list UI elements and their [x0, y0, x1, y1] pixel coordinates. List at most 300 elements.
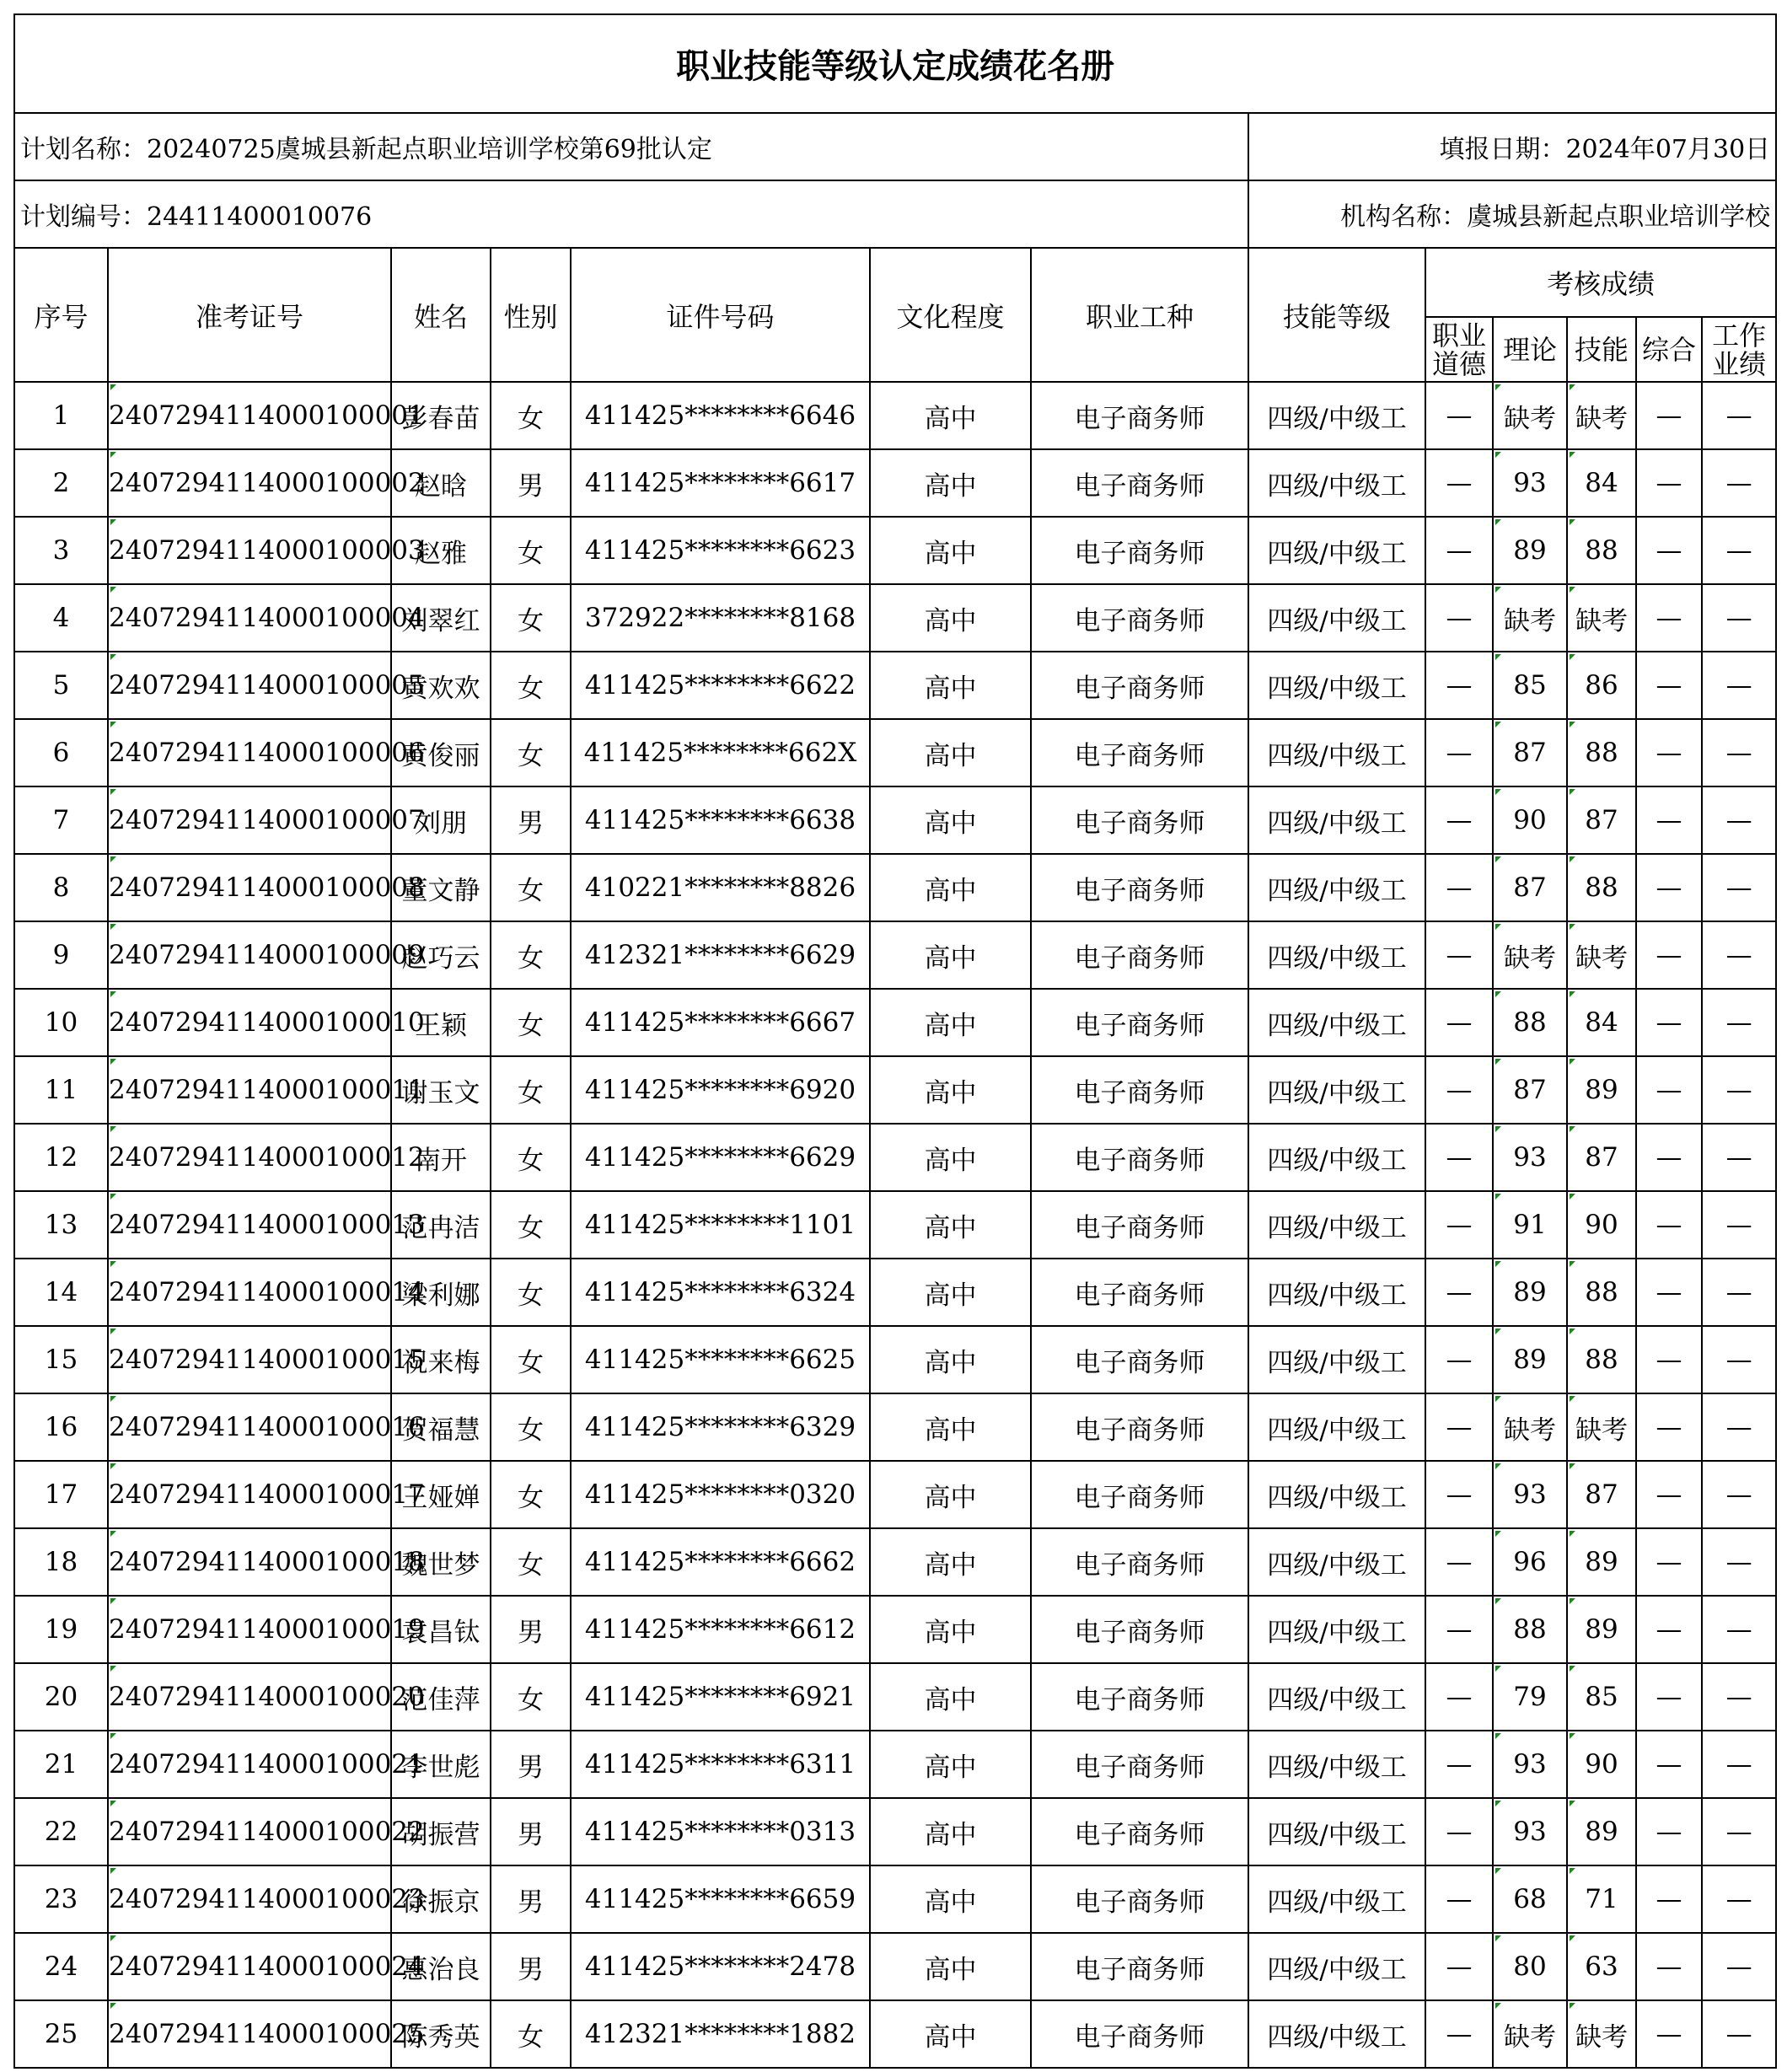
- org-name: 机构名称：虞城县新起点职业培训学校: [1248, 180, 1776, 248]
- table-row: [14, 1124, 1776, 1191]
- cell-seq: 5: [14, 652, 108, 719]
- cell-skill: 88: [1567, 719, 1636, 786]
- cell-skill: 89: [1567, 1596, 1636, 1663]
- header-job: 职业工种: [1031, 248, 1248, 382]
- table-row: [14, 1393, 1776, 1461]
- cell-work: —: [1702, 449, 1776, 517]
- cell-level: 四级/中级工: [1248, 1865, 1425, 1933]
- cell-work: —: [1702, 1933, 1776, 2000]
- cell-ticket: 2407294114000100021: [108, 1731, 391, 1798]
- cell-gender: 女: [491, 921, 571, 989]
- cell-edu: 高中: [870, 449, 1031, 517]
- table-row: [14, 449, 1776, 517]
- cell-theory: 89: [1493, 1326, 1567, 1393]
- table-row: [14, 1865, 1776, 1933]
- cell-ethics: —: [1425, 1663, 1493, 1731]
- cell-gender: 男: [491, 1596, 571, 1663]
- cell-overall: —: [1636, 517, 1702, 584]
- cell-gender: 女: [491, 1056, 571, 1124]
- cell-ethics: —: [1425, 382, 1493, 449]
- plan-name: 计划名称：20240725虞城县新起点职业培训学校第69批认定: [14, 113, 1248, 180]
- cell-skill: 缺考: [1567, 2000, 1636, 2068]
- cell-id: 411425********6625: [571, 1326, 870, 1393]
- cell-level: 四级/中级工: [1248, 382, 1425, 449]
- cell-work: —: [1702, 382, 1776, 449]
- cell-edu: 高中: [870, 1528, 1031, 1596]
- cell-id: 411425********0320: [571, 1461, 870, 1528]
- cell-level: 四级/中级工: [1248, 1056, 1425, 1124]
- cell-ethics: —: [1425, 1933, 1493, 2000]
- cell-job: 电子商务师: [1031, 1933, 1248, 2000]
- cell-overall: —: [1636, 1528, 1702, 1596]
- cell-skill: 87: [1567, 786, 1636, 854]
- cell-ticket: 2407294114000100002: [108, 449, 391, 517]
- cell-id: 411425********6629: [571, 1124, 870, 1191]
- cell-gender: 男: [491, 1731, 571, 1798]
- cell-work: —: [1702, 2000, 1776, 2068]
- cell-gender: 女: [491, 382, 571, 449]
- cell-ethics: —: [1425, 921, 1493, 989]
- cell-ticket: 2407294114000100013: [108, 1191, 391, 1259]
- cell-work: —: [1702, 719, 1776, 786]
- cell-work: —: [1702, 584, 1776, 652]
- cell-skill: 缺考: [1567, 1393, 1636, 1461]
- cell-work: —: [1702, 1461, 1776, 1528]
- cell-level: 四级/中级工: [1248, 1191, 1425, 1259]
- cell-skill: 85: [1567, 1663, 1636, 1731]
- cell-name: 梁利娜: [391, 1259, 491, 1326]
- cell-job: 电子商务师: [1031, 1663, 1248, 1731]
- cell-ethics: —: [1425, 584, 1493, 652]
- cell-id: 411425********6622: [571, 652, 870, 719]
- cell-edu: 高中: [870, 921, 1031, 989]
- cell-job: 电子商务师: [1031, 854, 1248, 921]
- cell-theory: 缺考: [1493, 382, 1567, 449]
- cell-id: 411425********6324: [571, 1259, 870, 1326]
- cell-name: 赵巧云: [391, 921, 491, 989]
- cell-name: 黄俊丽: [391, 719, 491, 786]
- cell-job: 电子商务师: [1031, 1326, 1248, 1393]
- cell-theory: 88: [1493, 1596, 1567, 1663]
- cell-seq: 18: [14, 1528, 108, 1596]
- cell-ticket: 2407294114000100020: [108, 1663, 391, 1731]
- cell-job: 电子商务师: [1031, 1798, 1248, 1865]
- cell-edu: 高中: [870, 1393, 1031, 1461]
- cell-gender: 女: [491, 2000, 571, 2068]
- cell-seq: 11: [14, 1056, 108, 1124]
- cell-work: —: [1702, 652, 1776, 719]
- cell-ticket: 2407294114000100016: [108, 1393, 391, 1461]
- cell-level: 四级/中级工: [1248, 1731, 1425, 1798]
- cell-job: 电子商务师: [1031, 786, 1248, 854]
- cell-ticket: 2407294114000100010: [108, 989, 391, 1056]
- cell-seq: 12: [14, 1124, 108, 1191]
- cell-level: 四级/中级工: [1248, 1393, 1425, 1461]
- header-ethics: 职业道德: [1425, 317, 1493, 382]
- cell-theory: 缺考: [1493, 921, 1567, 989]
- cell-theory: 91: [1493, 1191, 1567, 1259]
- cell-seq: 10: [14, 989, 108, 1056]
- header-edu: 文化程度: [870, 248, 1031, 382]
- table-row: [14, 517, 1776, 584]
- cell-theory: 93: [1493, 449, 1567, 517]
- cell-level: 四级/中级工: [1248, 921, 1425, 989]
- cell-id: 411425********6638: [571, 786, 870, 854]
- table-row: [14, 1663, 1776, 1731]
- cell-level: 四级/中级工: [1248, 1528, 1425, 1596]
- cell-job: 电子商务师: [1031, 719, 1248, 786]
- cell-ethics: —: [1425, 517, 1493, 584]
- header-skill: 技能: [1567, 317, 1636, 382]
- cell-skill: 88: [1567, 854, 1636, 921]
- table-row: [14, 921, 1776, 989]
- cell-id: 412321********1882: [571, 2000, 870, 2068]
- cell-overall: —: [1636, 1933, 1702, 2000]
- cell-seq: 13: [14, 1191, 108, 1259]
- cell-seq: 6: [14, 719, 108, 786]
- cell-ethics: —: [1425, 1056, 1493, 1124]
- table-row: [14, 1731, 1776, 1798]
- cell-gender: 女: [491, 584, 571, 652]
- cell-ethics: —: [1425, 1798, 1493, 1865]
- cell-theory: 68: [1493, 1865, 1567, 1933]
- cell-seq: 23: [14, 1865, 108, 1933]
- cell-overall: —: [1636, 1259, 1702, 1326]
- cell-ethics: —: [1425, 1596, 1493, 1663]
- cell-theory: 87: [1493, 719, 1567, 786]
- cell-ticket: 2407294114000100025: [108, 2000, 391, 2068]
- cell-overall: —: [1636, 1596, 1702, 1663]
- cell-work: —: [1702, 1596, 1776, 1663]
- cell-edu: 高中: [870, 1865, 1031, 1933]
- cell-id: 372922********8168: [571, 584, 870, 652]
- cell-gender: 男: [491, 1865, 571, 1933]
- cell-ticket: 2407294114000100007: [108, 786, 391, 854]
- cell-skill: 88: [1567, 1259, 1636, 1326]
- cell-overall: —: [1636, 1056, 1702, 1124]
- report-date: 填报日期：2024年07月30日: [1248, 113, 1776, 180]
- cell-name: 董文静: [391, 854, 491, 921]
- cell-ticket: 2407294114000100005: [108, 652, 391, 719]
- cell-theory: 93: [1493, 1798, 1567, 1865]
- cell-work: —: [1702, 1528, 1776, 1596]
- cell-name: 贺福慧: [391, 1393, 491, 1461]
- cell-ticket: 2407294114000100006: [108, 719, 391, 786]
- cell-edu: 高中: [870, 786, 1031, 854]
- cell-level: 四级/中级工: [1248, 854, 1425, 921]
- cell-level: 四级/中级工: [1248, 449, 1425, 517]
- cell-level: 四级/中级工: [1248, 719, 1425, 786]
- cell-skill: 缺考: [1567, 382, 1636, 449]
- cell-gender: 女: [491, 1259, 571, 1326]
- cell-ethics: —: [1425, 1731, 1493, 1798]
- cell-edu: 高中: [870, 1326, 1031, 1393]
- cell-level: 四级/中级工: [1248, 517, 1425, 584]
- table-row: [14, 854, 1776, 921]
- cell-edu: 高中: [870, 517, 1031, 584]
- table-row: [14, 584, 1776, 652]
- cell-ethics: —: [1425, 989, 1493, 1056]
- cell-skill: 90: [1567, 1731, 1636, 1798]
- cell-theory: 93: [1493, 1461, 1567, 1528]
- cell-work: —: [1702, 1326, 1776, 1393]
- cell-job: 电子商务师: [1031, 1056, 1248, 1124]
- cell-seq: 2: [14, 449, 108, 517]
- cell-edu: 高中: [870, 652, 1031, 719]
- cell-gender: 女: [491, 652, 571, 719]
- cell-edu: 高中: [870, 1933, 1031, 2000]
- cell-skill: 87: [1567, 1124, 1636, 1191]
- cell-theory: 88: [1493, 989, 1567, 1056]
- cell-level: 四级/中级工: [1248, 1663, 1425, 1731]
- cell-id: 410221********8826: [571, 854, 870, 921]
- header-overall: 综合: [1636, 317, 1702, 382]
- cell-edu: 高中: [870, 854, 1031, 921]
- cell-job: 电子商务师: [1031, 1393, 1248, 1461]
- cell-ethics: —: [1425, 1393, 1493, 1461]
- cell-theory: 87: [1493, 1056, 1567, 1124]
- cell-level: 四级/中级工: [1248, 1124, 1425, 1191]
- cell-id: 411425********6612: [571, 1596, 870, 1663]
- cell-theory: 80: [1493, 1933, 1567, 2000]
- cell-level: 四级/中级工: [1248, 1259, 1425, 1326]
- cell-skill: 87: [1567, 1461, 1636, 1528]
- cell-edu: 高中: [870, 989, 1031, 1056]
- cell-level: 四级/中级工: [1248, 1461, 1425, 1528]
- cell-skill: 缺考: [1567, 921, 1636, 989]
- cell-ticket: 2407294114000100019: [108, 1596, 391, 1663]
- cell-ethics: —: [1425, 1124, 1493, 1191]
- cell-overall: —: [1636, 1393, 1702, 1461]
- cell-work: —: [1702, 1191, 1776, 1259]
- cell-gender: 女: [491, 517, 571, 584]
- cell-seq: 4: [14, 584, 108, 652]
- cell-theory: 89: [1493, 1259, 1567, 1326]
- cell-job: 电子商务师: [1031, 382, 1248, 449]
- table-row: [14, 1798, 1776, 1865]
- table-row: [14, 1259, 1776, 1326]
- cell-id: 412321********6629: [571, 921, 870, 989]
- cell-job: 电子商务师: [1031, 449, 1248, 517]
- cell-id: 411425********6662: [571, 1528, 870, 1596]
- cell-theory: 93: [1493, 1124, 1567, 1191]
- table-row: [14, 1596, 1776, 1663]
- header-ticket: 准考证号: [108, 248, 391, 382]
- cell-overall: —: [1636, 449, 1702, 517]
- cell-edu: 高中: [870, 1731, 1031, 1798]
- cell-name: 刘翠红: [391, 584, 491, 652]
- cell-skill: 90: [1567, 1191, 1636, 1259]
- header-work: 工作业绩: [1702, 317, 1776, 382]
- cell-ethics: —: [1425, 1191, 1493, 1259]
- header-theory: 理论: [1493, 317, 1567, 382]
- cell-ethics: —: [1425, 449, 1493, 517]
- cell-ethics: —: [1425, 1865, 1493, 1933]
- cell-theory: 79: [1493, 1663, 1567, 1731]
- cell-name: 彭春苗: [391, 382, 491, 449]
- cell-seq: 24: [14, 1933, 108, 2000]
- cell-edu: 高中: [870, 584, 1031, 652]
- cell-id: 411425********6659: [571, 1865, 870, 1933]
- cell-name: 赵晗: [391, 449, 491, 517]
- cell-edu: 高中: [870, 2000, 1031, 2068]
- cell-work: —: [1702, 921, 1776, 989]
- cell-name: 徐振京: [391, 1865, 491, 1933]
- cell-name: 王娅婵: [391, 1461, 491, 1528]
- cell-name: 胡振营: [391, 1798, 491, 1865]
- cell-work: —: [1702, 1393, 1776, 1461]
- cell-ethics: —: [1425, 786, 1493, 854]
- cell-gender: 男: [491, 449, 571, 517]
- cell-level: 四级/中级工: [1248, 1326, 1425, 1393]
- cell-overall: —: [1636, 1124, 1702, 1191]
- cell-skill: 84: [1567, 449, 1636, 517]
- cell-skill: 86: [1567, 652, 1636, 719]
- cell-overall: —: [1636, 584, 1702, 652]
- cell-edu: 高中: [870, 719, 1031, 786]
- cell-name: 谢玉文: [391, 1056, 491, 1124]
- cell-skill: 89: [1567, 1528, 1636, 1596]
- cell-ethics: —: [1425, 2000, 1493, 2068]
- cell-seq: 20: [14, 1663, 108, 1731]
- cell-theory: 96: [1493, 1528, 1567, 1596]
- cell-seq: 21: [14, 1731, 108, 1798]
- plan-code: 计划编号：24411400010076: [14, 180, 1248, 248]
- cell-overall: —: [1636, 719, 1702, 786]
- cell-theory: 85: [1493, 652, 1567, 719]
- cell-ethics: —: [1425, 1461, 1493, 1528]
- cell-gender: 女: [491, 989, 571, 1056]
- cell-skill: 缺考: [1567, 584, 1636, 652]
- cell-ticket: 2407294114000100015: [108, 1326, 391, 1393]
- cell-gender: 女: [491, 719, 571, 786]
- cell-job: 电子商务师: [1031, 921, 1248, 989]
- cell-ticket: 2407294114000100014: [108, 1259, 391, 1326]
- table-row: [14, 786, 1776, 854]
- cell-overall: —: [1636, 1326, 1702, 1393]
- table-row: [14, 1528, 1776, 1596]
- cell-overall: —: [1636, 2000, 1702, 2068]
- cell-id: 411425********662X: [571, 719, 870, 786]
- cell-name: 黄欢欢: [391, 652, 491, 719]
- cell-name: 范冉洁: [391, 1191, 491, 1259]
- cell-seq: 14: [14, 1259, 108, 1326]
- cell-theory: 93: [1493, 1731, 1567, 1798]
- cell-work: —: [1702, 1259, 1776, 1326]
- cell-id: 411425********6920: [571, 1056, 870, 1124]
- cell-id: 411425********1101: [571, 1191, 870, 1259]
- cell-seq: 1: [14, 382, 108, 449]
- cell-name: 袁昌钛: [391, 1596, 491, 1663]
- cell-overall: —: [1636, 1191, 1702, 1259]
- page-title: 职业技能等级认定成绩花名册: [14, 14, 1776, 113]
- cell-ethics: —: [1425, 1528, 1493, 1596]
- cell-id: 411425********6617: [571, 449, 870, 517]
- cell-level: 四级/中级工: [1248, 989, 1425, 1056]
- cell-ethics: —: [1425, 1326, 1493, 1393]
- table-row: [14, 2000, 1776, 2068]
- cell-ticket: 2407294114000100012: [108, 1124, 391, 1191]
- cell-work: —: [1702, 1865, 1776, 1933]
- cell-gender: 女: [491, 1326, 571, 1393]
- cell-job: 电子商务师: [1031, 989, 1248, 1056]
- header-level: 技能等级: [1248, 248, 1425, 382]
- cell-gender: 女: [491, 1663, 571, 1731]
- cell-name: 范佳萍: [391, 1663, 491, 1731]
- cell-work: —: [1702, 1124, 1776, 1191]
- cell-level: 四级/中级工: [1248, 786, 1425, 854]
- cell-name: 李世彪: [391, 1731, 491, 1798]
- cell-id: 411425********6921: [571, 1663, 870, 1731]
- cell-work: —: [1702, 1731, 1776, 1798]
- cell-name: 惠治良: [391, 1933, 491, 2000]
- cell-skill: 84: [1567, 989, 1636, 1056]
- cell-gender: 女: [491, 1528, 571, 1596]
- header-seq: 序号: [14, 248, 108, 382]
- cell-ethics: —: [1425, 1259, 1493, 1326]
- cell-work: —: [1702, 1798, 1776, 1865]
- cell-ticket: 2407294114000100003: [108, 517, 391, 584]
- cell-seq: 8: [14, 854, 108, 921]
- cell-job: 电子商务师: [1031, 1731, 1248, 1798]
- cell-theory: 87: [1493, 854, 1567, 921]
- cell-edu: 高中: [870, 1798, 1031, 1865]
- cell-job: 电子商务师: [1031, 1528, 1248, 1596]
- cell-seq: 19: [14, 1596, 108, 1663]
- cell-name: 王颖: [391, 989, 491, 1056]
- cell-gender: 女: [491, 854, 571, 921]
- cell-id: 411425********6646: [571, 382, 870, 449]
- cell-seq: 7: [14, 786, 108, 854]
- cell-gender: 男: [491, 1933, 571, 2000]
- cell-seq: 17: [14, 1461, 108, 1528]
- cell-overall: —: [1636, 1461, 1702, 1528]
- cell-skill: 88: [1567, 517, 1636, 584]
- cell-gender: 女: [491, 1461, 571, 1528]
- cell-ethics: —: [1425, 854, 1493, 921]
- cell-work: —: [1702, 989, 1776, 1056]
- cell-job: 电子商务师: [1031, 1259, 1248, 1326]
- cell-ticket: 2407294114000100024: [108, 1933, 391, 2000]
- cell-name: 赵雅: [391, 517, 491, 584]
- cell-ticket: 2407294114000100001: [108, 382, 391, 449]
- cell-name: 魏世梦: [391, 1528, 491, 1596]
- cell-id: 411425********6623: [571, 517, 870, 584]
- header-scores: 考核成绩: [1425, 248, 1776, 317]
- cell-level: 四级/中级工: [1248, 652, 1425, 719]
- cell-edu: 高中: [870, 1056, 1031, 1124]
- cell-gender: 女: [491, 1393, 571, 1461]
- table-row: [14, 1933, 1776, 2000]
- cell-job: 电子商务师: [1031, 1124, 1248, 1191]
- cell-overall: —: [1636, 382, 1702, 449]
- cell-job: 电子商务师: [1031, 584, 1248, 652]
- cell-gender: 女: [491, 1124, 571, 1191]
- cell-work: —: [1702, 517, 1776, 584]
- cell-job: 电子商务师: [1031, 1461, 1248, 1528]
- header-gender: 性别: [491, 248, 571, 382]
- cell-overall: —: [1636, 989, 1702, 1056]
- table-row: [14, 1191, 1776, 1259]
- cell-ticket: 2407294114000100018: [108, 1528, 391, 1596]
- cell-overall: —: [1636, 786, 1702, 854]
- cell-level: 四级/中级工: [1248, 1596, 1425, 1663]
- cell-id: 411425********6667: [571, 989, 870, 1056]
- cell-gender: 男: [491, 1798, 571, 1865]
- cell-skill: 71: [1567, 1865, 1636, 1933]
- table-row: [14, 652, 1776, 719]
- cell-seq: 15: [14, 1326, 108, 1393]
